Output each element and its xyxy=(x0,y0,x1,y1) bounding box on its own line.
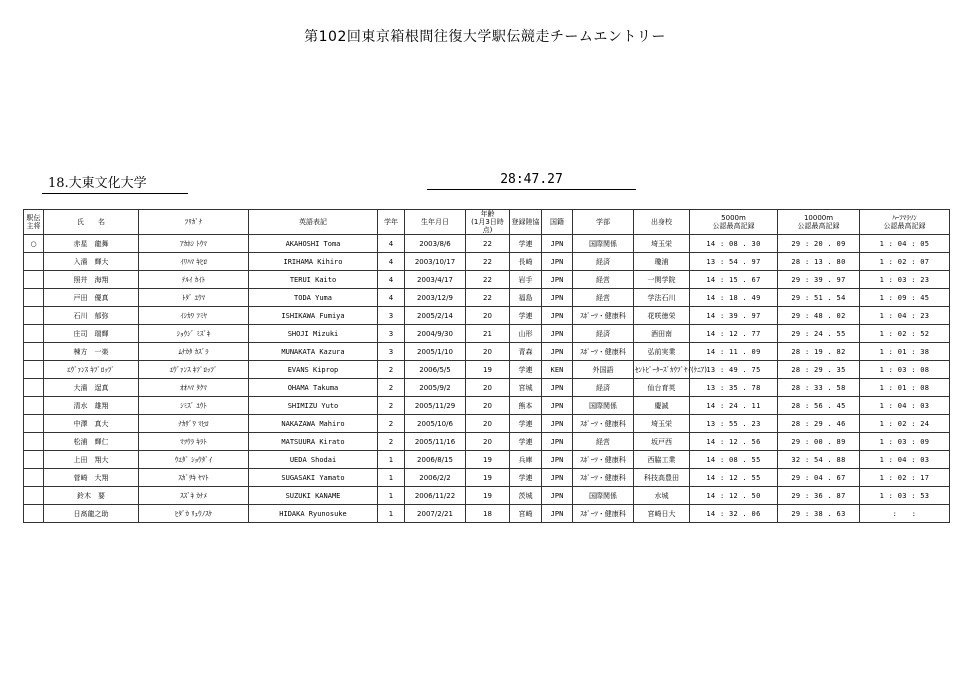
runner-school: 宮崎日大 xyxy=(634,505,690,523)
start-mark xyxy=(24,505,44,523)
col-kana: ﾌﾘｶﾞﾅ xyxy=(139,210,249,235)
col-start: 駅伝 主将 xyxy=(24,210,44,235)
col-nation: 国籍 xyxy=(542,210,573,235)
runner-kana: ｳｴﾀﾞ ｼｮｳﾀﾞｲ xyxy=(139,451,249,469)
record-10000m: 29 : 38 . 63 xyxy=(778,505,860,523)
record-5000m: 14 : 24 . 11 xyxy=(690,397,778,415)
runner-grade: 2 xyxy=(378,397,405,415)
record-10000m: 29 : 00 . 89 xyxy=(778,433,860,451)
runner-name: 清水 雄翔 xyxy=(44,397,139,415)
runner-faculty: ｽﾎﾟｰﾂ・健康科 xyxy=(573,343,634,361)
runner-birth: 2006/5/5 xyxy=(405,361,466,379)
runner-school: 埼玉栄 xyxy=(634,415,690,433)
runner-grade: 3 xyxy=(378,325,405,343)
start-mark xyxy=(24,451,44,469)
runner-faculty: ｽﾎﾟｰﾂ・健康科 xyxy=(573,469,634,487)
runner-grade: 4 xyxy=(378,271,405,289)
record-10000m: 29 : 04 . 67 xyxy=(778,469,860,487)
record-half: 1 : 03 : 09 xyxy=(860,433,950,451)
runner-assoc: 熊本 xyxy=(510,397,542,415)
runner-birth: 2005/2/14 xyxy=(405,307,466,325)
record-10000m: 32 : 54 . 88 xyxy=(778,451,860,469)
runner-assoc: 学連 xyxy=(510,307,542,325)
runner-roman: SHIMIZU Yuto xyxy=(249,397,378,415)
runner-name: 赤星 龍舞 xyxy=(44,235,139,253)
table-row xyxy=(24,235,950,253)
runner-nation: JPN xyxy=(542,415,573,433)
start-mark xyxy=(24,271,44,289)
runner-name: ｴｳﾞｧﾝｽ ｷﾌﾟﾛｯﾌﾟ xyxy=(44,361,139,379)
runner-grade: 1 xyxy=(378,451,405,469)
runner-nation: JPN xyxy=(542,325,573,343)
col-name: 氏 名 xyxy=(44,210,139,235)
start-mark xyxy=(24,397,44,415)
runner-nation: JPN xyxy=(542,289,573,307)
runner-age: 21 xyxy=(466,325,510,343)
runner-faculty: 国際関係 xyxy=(573,487,634,505)
runner-kana: ｼﾐｽﾞ ﾕｳﾄ xyxy=(139,397,249,415)
runner-name: 入濱 輝大 xyxy=(44,253,139,271)
runner-age: 18 xyxy=(466,505,510,523)
table-row xyxy=(24,415,950,433)
team-name: 18.大東文化大学 xyxy=(42,172,188,194)
runner-school: ｾﾝﾄﾋﾟｰﾀｰｽﾞｶｳﾌﾟﾔｲ(ｹﾆｱ) xyxy=(634,361,690,379)
runner-faculty: 経済 xyxy=(573,379,634,397)
runner-faculty: 外国語 xyxy=(573,361,634,379)
table-header xyxy=(24,210,950,235)
team-average-time: 28:47.27 xyxy=(427,172,636,190)
runner-roman: ISHIKAWA Fumiya xyxy=(249,307,378,325)
runner-birth: 2003/4/17 xyxy=(405,271,466,289)
record-5000m: 13 : 49 . 75 xyxy=(690,361,778,379)
runner-age: 20 xyxy=(466,397,510,415)
runner-grade: 1 xyxy=(378,487,405,505)
runner-name: 庄司 瑞輝 xyxy=(44,325,139,343)
runner-age: 22 xyxy=(466,235,510,253)
runner-grade: 3 xyxy=(378,343,405,361)
record-5000m: 14 : 39 . 97 xyxy=(690,307,778,325)
runner-roman: NAKAZAWA Mahiro xyxy=(249,415,378,433)
runner-kana: ﾅｶｻﾞﾜ ﾏﾋﾛ xyxy=(139,415,249,433)
runner-birth: 2007/2/21 xyxy=(405,505,466,523)
runner-birth: 2006/11/22 xyxy=(405,487,466,505)
record-5000m: 14 : 08 . 30 xyxy=(690,235,778,253)
runner-nation: JPN xyxy=(542,469,573,487)
runner-age: 20 xyxy=(466,379,510,397)
runner-name: 鈴木 要 xyxy=(44,487,139,505)
runner-faculty: 国際関係 xyxy=(573,397,634,415)
runner-kana: ｵｵﾊﾏ ﾀｸﾏ xyxy=(139,379,249,397)
runner-name: 戸田 優真 xyxy=(44,289,139,307)
start-mark xyxy=(24,487,44,505)
start-mark xyxy=(24,325,44,343)
runner-assoc: 福島 xyxy=(510,289,542,307)
runner-kana: ﾑﾅｶﾀ ｶｽﾞﾗ xyxy=(139,343,249,361)
runner-assoc: 学連 xyxy=(510,415,542,433)
table-row xyxy=(24,469,950,487)
runner-roman: EVANS Kiprop xyxy=(249,361,378,379)
runner-grade: 4 xyxy=(378,253,405,271)
runner-faculty: 経営 xyxy=(573,289,634,307)
runner-school: 西脇工業 xyxy=(634,451,690,469)
runner-birth: 2003/10/17 xyxy=(405,253,466,271)
runner-grade: 2 xyxy=(378,361,405,379)
runner-assoc: 学連 xyxy=(510,361,542,379)
start-mark: ○ xyxy=(24,235,44,253)
runner-roman: SUZUKI KANAME xyxy=(249,487,378,505)
runner-kana: ｽｽﾞｷ ｶﾅﾒ xyxy=(139,487,249,505)
start-mark xyxy=(24,415,44,433)
runner-faculty: 経営 xyxy=(573,271,634,289)
runner-assoc: 兵庫 xyxy=(510,451,542,469)
runner-nation: JPN xyxy=(542,505,573,523)
runner-grade: 1 xyxy=(378,505,405,523)
runner-grade: 2 xyxy=(378,415,405,433)
runner-nation: JPN xyxy=(542,253,573,271)
runner-kana: ﾄﾀﾞ ﾕｳﾏ xyxy=(139,289,249,307)
runner-school: 弘前実業 xyxy=(634,343,690,361)
table-row xyxy=(24,487,950,505)
runner-school: 埼玉栄 xyxy=(634,235,690,253)
record-10000m: 28 : 13 . 80 xyxy=(778,253,860,271)
record-half: 1 : 01 : 38 xyxy=(860,343,950,361)
start-mark xyxy=(24,289,44,307)
table-row xyxy=(24,307,950,325)
runner-school: 一関学院 xyxy=(634,271,690,289)
record-half: 1 : 03 : 08 xyxy=(860,361,950,379)
record-5000m: 14 : 11 . 09 xyxy=(690,343,778,361)
table-row xyxy=(24,289,950,307)
runner-assoc: 長崎 xyxy=(510,253,542,271)
runner-kana: ﾏﾂｳﾗ ｷﾗﾄ xyxy=(139,433,249,451)
runner-age: 20 xyxy=(466,433,510,451)
runner-school: 学法石川 xyxy=(634,289,690,307)
runner-name: 大濱 逞真 xyxy=(44,379,139,397)
runner-nation: JPN xyxy=(542,271,573,289)
runner-age: 20 xyxy=(466,307,510,325)
runner-school: 酒田南 xyxy=(634,325,690,343)
runner-name: 菅崎 大翔 xyxy=(44,469,139,487)
record-half: 1 : 04 : 03 xyxy=(860,397,950,415)
runner-age: 22 xyxy=(466,289,510,307)
runner-faculty: 経済 xyxy=(573,325,634,343)
record-half: 1 : 03 : 53 xyxy=(860,487,950,505)
runner-school: 水城 xyxy=(634,487,690,505)
record-half: 1 : 04 : 05 xyxy=(860,235,950,253)
record-half: 1 : 04 : 23 xyxy=(860,307,950,325)
runner-assoc: 学連 xyxy=(510,235,542,253)
runner-kana: ﾋﾀﾞｶ ﾘｭｳﾉｽｹ xyxy=(139,505,249,523)
record-5000m: 14 : 32 . 06 xyxy=(690,505,778,523)
runner-kana: ﾃﾙｲ ｶｲﾄ xyxy=(139,271,249,289)
runner-roman: UEDA Shodai xyxy=(249,451,378,469)
runner-roman: TERUI Kaito xyxy=(249,271,378,289)
runner-grade: 2 xyxy=(378,433,405,451)
record-5000m: 14 : 15 . 67 xyxy=(690,271,778,289)
page-title: 第102回東京箱根間往復大学駅伝競走チームエントリー xyxy=(304,29,666,45)
runner-name: 棟方 一楽 xyxy=(44,343,139,361)
runner-nation: KEN xyxy=(542,361,573,379)
runner-birth: 2003/8/6 xyxy=(405,235,466,253)
runner-roman: OHAMA Takuma xyxy=(249,379,378,397)
record-5000m: 13 : 55 . 23 xyxy=(690,415,778,433)
runner-roman: HIDAKA Ryunosuke xyxy=(249,505,378,523)
col-rechalf: ﾊｰﾌﾏﾗｿﾝ 公認最高記録 xyxy=(860,210,950,235)
runner-roman: AKAHOSHI Toma xyxy=(249,235,378,253)
col-school: 出身校 xyxy=(634,210,690,235)
record-5000m: 14 : 12 . 77 xyxy=(690,325,778,343)
runner-assoc: 宮崎 xyxy=(510,505,542,523)
col-faculty: 学部 xyxy=(573,210,634,235)
runner-assoc: 青森 xyxy=(510,343,542,361)
start-mark xyxy=(24,343,44,361)
start-mark xyxy=(24,307,44,325)
runner-school: 慶誠 xyxy=(634,397,690,415)
start-mark xyxy=(24,379,44,397)
runner-name: 中澤 真大 xyxy=(44,415,139,433)
runner-kana: ｽｶﾞｻｷ ﾔﾏﾄ xyxy=(139,469,249,487)
col-roman: 英語表記 xyxy=(249,210,378,235)
runner-age: 19 xyxy=(466,361,510,379)
runner-birth: 2005/1/10 xyxy=(405,343,466,361)
start-mark xyxy=(24,253,44,271)
runner-assoc: 宮城 xyxy=(510,379,542,397)
record-half: 1 : 02 : 52 xyxy=(860,325,950,343)
record-half: 1 : 02 : 24 xyxy=(860,415,950,433)
table-row xyxy=(24,505,950,523)
runner-age: 19 xyxy=(466,487,510,505)
runner-roman: TODA Yuma xyxy=(249,289,378,307)
record-half: 1 : 02 : 07 xyxy=(860,253,950,271)
runner-assoc: 岩手 xyxy=(510,271,542,289)
record-10000m: 29 : 48 . 02 xyxy=(778,307,860,325)
record-5000m: 14 : 08 . 55 xyxy=(690,451,778,469)
runner-birth: 2005/10/6 xyxy=(405,415,466,433)
runner-faculty: ｽﾎﾟｰﾂ・健康科 xyxy=(573,307,634,325)
runner-birth: 2005/11/16 xyxy=(405,433,466,451)
col-age: 年齢 (1月3日時点) xyxy=(466,210,510,235)
runner-school: 仙台育英 xyxy=(634,379,690,397)
runner-grade: 4 xyxy=(378,235,405,253)
runner-assoc: 学連 xyxy=(510,433,542,451)
runner-school: 花咲徳栄 xyxy=(634,307,690,325)
table-row xyxy=(24,253,950,271)
runner-name: 松浦 輝仁 xyxy=(44,433,139,451)
runner-nation: JPN xyxy=(542,397,573,415)
runner-kana: ｱｶﾎｼ ﾄｳﾏ xyxy=(139,235,249,253)
runner-kana: ｲﾘﾊﾏ ｷﾋﾛ xyxy=(139,253,249,271)
table-row xyxy=(24,379,950,397)
record-5000m: 14 : 12 . 50 xyxy=(690,487,778,505)
record-10000m: 28 : 56 . 45 xyxy=(778,397,860,415)
record-5000m: 14 : 12 . 56 xyxy=(690,433,778,451)
runner-nation: JPN xyxy=(542,343,573,361)
runner-birth: 2006/8/15 xyxy=(405,451,466,469)
runner-age: 20 xyxy=(466,343,510,361)
record-half: 1 : 09 : 45 xyxy=(860,289,950,307)
runner-nation: JPN xyxy=(542,235,573,253)
table-row xyxy=(24,361,950,379)
record-5000m: 14 : 12 . 55 xyxy=(690,469,778,487)
runner-faculty: 経済 xyxy=(573,253,634,271)
record-half: 1 : 03 : 23 xyxy=(860,271,950,289)
table-row xyxy=(24,451,950,469)
runner-kana: ｲｼｶﾜ ﾌﾐﾔ xyxy=(139,307,249,325)
start-mark xyxy=(24,361,44,379)
runner-nation: JPN xyxy=(542,307,573,325)
runner-faculty: ｽﾎﾟｰﾂ・健康科 xyxy=(573,415,634,433)
runner-kana: ｼｮｳｼﾞ ﾐｽﾞｷ xyxy=(139,325,249,343)
record-5000m: 13 : 35 . 78 xyxy=(690,379,778,397)
runner-name: 石川 郁弥 xyxy=(44,307,139,325)
runner-grade: 4 xyxy=(378,289,405,307)
runner-grade: 3 xyxy=(378,307,405,325)
runner-grade: 2 xyxy=(378,379,405,397)
runner-birth: 2005/9/2 xyxy=(405,379,466,397)
runner-name: 照井 海翔 xyxy=(44,271,139,289)
runner-roman: MUNAKATA Kazura xyxy=(249,343,378,361)
runner-nation: JPN xyxy=(542,379,573,397)
entry-table xyxy=(23,209,950,523)
runner-faculty: 経営 xyxy=(573,433,634,451)
record-10000m: 29 : 20 . 09 xyxy=(778,235,860,253)
runner-name: 日髙龍之助 xyxy=(44,505,139,523)
runner-birth: 2006/2/2 xyxy=(405,469,466,487)
record-half: 1 : 01 : 08 xyxy=(860,379,950,397)
record-5000m: 13 : 54 . 97 xyxy=(690,253,778,271)
record-10000m: 29 : 36 . 87 xyxy=(778,487,860,505)
record-10000m: 28 : 29 . 35 xyxy=(778,361,860,379)
start-mark xyxy=(24,469,44,487)
runner-nation: JPN xyxy=(542,451,573,469)
runner-name: 上田 翔大 xyxy=(44,451,139,469)
runner-age: 19 xyxy=(466,469,510,487)
col-rec5000: 5000m 公認最高記録 xyxy=(690,210,778,235)
runner-school: 瓊浦 xyxy=(634,253,690,271)
record-10000m: 28 : 29 . 46 xyxy=(778,415,860,433)
record-10000m: 29 : 24 . 55 xyxy=(778,325,860,343)
runner-roman: IRIHAMA Kihiro xyxy=(249,253,378,271)
record-10000m: 28 : 19 . 82 xyxy=(778,343,860,361)
runner-roman: SUGASAKI Yamato xyxy=(249,469,378,487)
table-body xyxy=(24,235,950,523)
runner-assoc: 学連 xyxy=(510,469,542,487)
record-5000m: 14 : 18 . 49 xyxy=(690,289,778,307)
record-half: 1 : 02 : 17 xyxy=(860,469,950,487)
runner-faculty: 国際関係 xyxy=(573,235,634,253)
col-rec10000: 10000m 公認最高記録 xyxy=(778,210,860,235)
table-row xyxy=(24,271,950,289)
col-assoc: 登録陸協 xyxy=(510,210,542,235)
runner-grade: 1 xyxy=(378,469,405,487)
col-birth: 生年月日 xyxy=(405,210,466,235)
table-row xyxy=(24,343,950,361)
record-half: 1 : 04 : 03 xyxy=(860,451,950,469)
runner-assoc: 茨城 xyxy=(510,487,542,505)
runner-roman: MATSUURA Kirato xyxy=(249,433,378,451)
start-mark xyxy=(24,433,44,451)
table-row xyxy=(24,397,950,415)
runner-faculty: ｽﾎﾟｰﾂ・健康科 xyxy=(573,505,634,523)
table-row xyxy=(24,433,950,451)
runner-school: 坂戸西 xyxy=(634,433,690,451)
record-10000m: 29 : 51 . 54 xyxy=(778,289,860,307)
runner-nation: JPN xyxy=(542,487,573,505)
runner-nation: JPN xyxy=(542,433,573,451)
runner-kana: ｴｳﾞｧﾝｽ ｷﾌﾟﾛｯﾌﾟ xyxy=(139,361,249,379)
runner-school: 科技高豊田 xyxy=(634,469,690,487)
record-10000m: 29 : 39 . 97 xyxy=(778,271,860,289)
record-10000m: 28 : 33 . 58 xyxy=(778,379,860,397)
runner-age: 22 xyxy=(466,253,510,271)
runner-age: 19 xyxy=(466,451,510,469)
table-row xyxy=(24,325,950,343)
runner-age: 20 xyxy=(466,415,510,433)
record-half: : : xyxy=(860,505,950,523)
runner-birth: 2004/9/30 xyxy=(405,325,466,343)
runner-age: 22 xyxy=(466,271,510,289)
runner-faculty: ｽﾎﾟｰﾂ・健康科 xyxy=(573,451,634,469)
runner-birth: 2003/12/9 xyxy=(405,289,466,307)
runner-birth: 2005/11/29 xyxy=(405,397,466,415)
col-grade: 学年 xyxy=(378,210,405,235)
runner-assoc: 山形 xyxy=(510,325,542,343)
runner-roman: SHOJI Mizuki xyxy=(249,325,378,343)
